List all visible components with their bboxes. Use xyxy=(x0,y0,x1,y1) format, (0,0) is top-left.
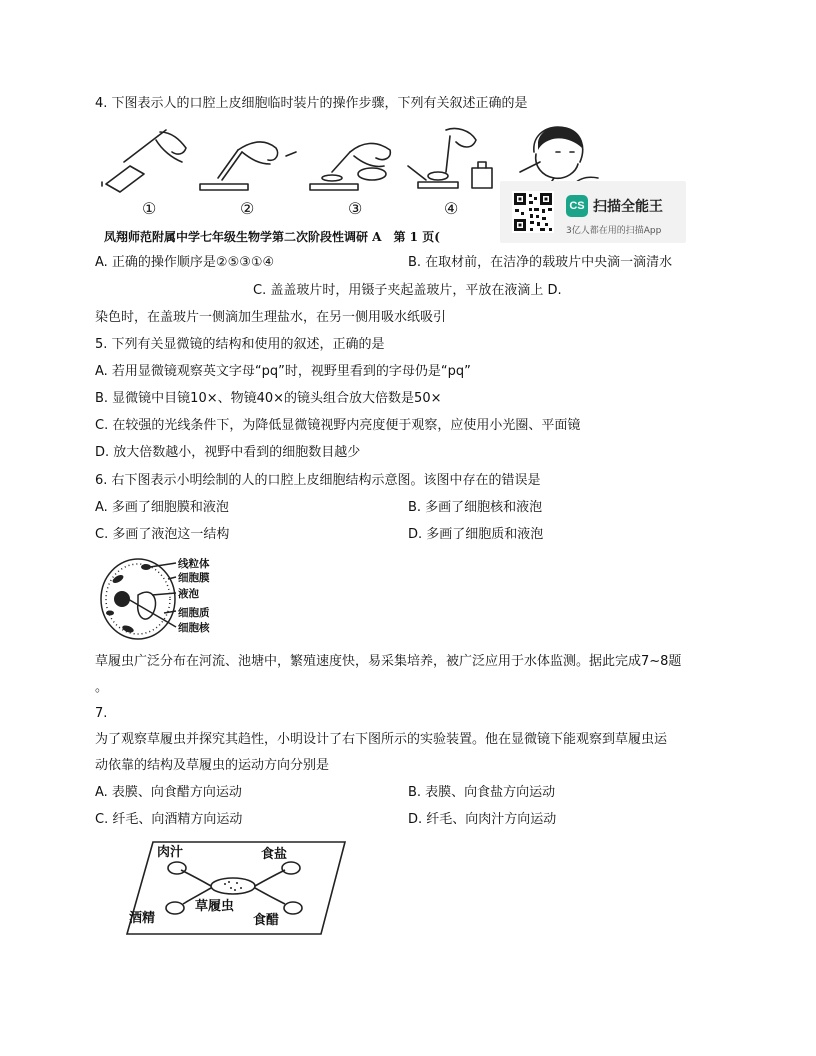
q7-option-b: B. 表膜、向食盐方向运动 xyxy=(408,785,556,800)
q5-option-d: D. 放大倍数越小，视野中看到的细胞数目越少 xyxy=(95,445,361,460)
cell-label-mitochondria: 线粒体 xyxy=(178,558,210,570)
setup-label-paramecium: 草履虫 xyxy=(195,899,235,914)
qr-code-icon xyxy=(512,191,554,233)
cell-label-cytoplasm: 细胞质 xyxy=(178,607,210,619)
q4-procedure-figure xyxy=(100,122,500,222)
q5-stem: 5. 下列有关显微镜的结构和使用的叙述，正确的是 xyxy=(95,337,385,352)
scanner-watermark xyxy=(500,181,686,243)
q5-option-b: B. 显微镜中目镜10×、物镜40×的镜头组合放大倍数是50× xyxy=(95,391,442,406)
q6-option-a: A. 多画了细胞膜和液泡 xyxy=(95,500,229,515)
q6-option-b: B. 多画了细胞核和液泡 xyxy=(408,500,543,515)
q4-option-c: C. 盖盖玻片时，用镊子夹起盖玻片，平放在液滴上 D. xyxy=(253,283,562,298)
setup-label-salt: 食盐 xyxy=(261,847,288,862)
watermark-slogan: 3亿人都在用的扫描App xyxy=(566,226,662,236)
q7-stem-line1: 为了观察草履虫并探究其趋性，小明设计了右下图所示的实验装置。他在显微镜下能观察到草履虫运 xyxy=(95,732,668,747)
q4-page-footer: 凤翔师范附属中学七年级生物学第二次阶段性调研 A 第 1 页( xyxy=(104,230,440,244)
q6-option-d: D. 多画了细胞质和液泡 xyxy=(408,527,544,542)
cell-label-vacuole: 液泡 xyxy=(178,588,199,600)
q7-stem-line2: 动依靠的结构及草履虫的运动方向分别是 xyxy=(95,758,330,773)
q7-number: 7. xyxy=(95,706,108,721)
q4-step-2: ② xyxy=(240,199,255,218)
q4-stem: 4. 下图表示人的口腔上皮细胞临时装片的操作步骤，下列有关叙述正确的是 xyxy=(95,96,528,111)
q4-person-figure xyxy=(510,122,680,186)
q4-step-3: ③ xyxy=(348,199,363,218)
q5-option-a: A. 若用显微镜观察英文字母“pq”时，视野里看到的字母仍是“pq” xyxy=(95,364,471,379)
q7-option-c: C. 纤毛、向酒精方向运动 xyxy=(95,812,243,827)
cell-label-membrane: 细胞膜 xyxy=(178,572,210,584)
q5-option-c: C. 在较强的光线条件下，为降低显微镜视野内亮度便于观察，应使用小光圈、平面镜 xyxy=(95,418,581,433)
q6-stem: 6. 右下图表示小明绘制的人的口腔上皮细胞结构示意图。该图中存在的错误是 xyxy=(95,473,541,488)
q4-step-1: ① xyxy=(142,199,157,218)
q6-cell-diagram xyxy=(98,555,238,643)
setup-label-alcohol: 酒精 xyxy=(129,911,156,926)
watermark-brand: 扫描全能王 xyxy=(593,199,663,215)
q7-option-d: D. 纤毛、向肉汁方向运动 xyxy=(408,812,557,827)
q7-8-intro-tail: 。 xyxy=(95,680,109,695)
q4-step-4: ④ xyxy=(444,199,459,218)
q7-8-intro: 草履虫广泛分布在河流、池塘中，繁殖速度快，易采集培养，被广泛应用于水体监测。据此完成7~8题 xyxy=(95,654,682,669)
cs-logo-icon: CS xyxy=(566,195,588,217)
q4-option-b: B. 在取材前，在洁净的载玻片中央滴一滴清水 xyxy=(408,255,673,270)
q7-option-a: A. 表膜、向食醋方向运动 xyxy=(95,785,242,800)
q7-paramecium-setup xyxy=(125,838,347,938)
setup-label-broth: 肉汁 xyxy=(157,845,184,860)
cell-label-nucleus: 细胞核 xyxy=(178,622,210,634)
q4-option-d: 染色时，在盖玻片一侧滴加生理盐水，在另一侧用吸水纸吸引 xyxy=(95,310,447,325)
setup-label-vinegar: 食醋 xyxy=(253,913,280,928)
q6-option-c: C. 多画了液泡这一结构 xyxy=(95,527,230,542)
q4-option-a: A. 正确的操作顺序是②⑤③①④ xyxy=(95,255,275,270)
